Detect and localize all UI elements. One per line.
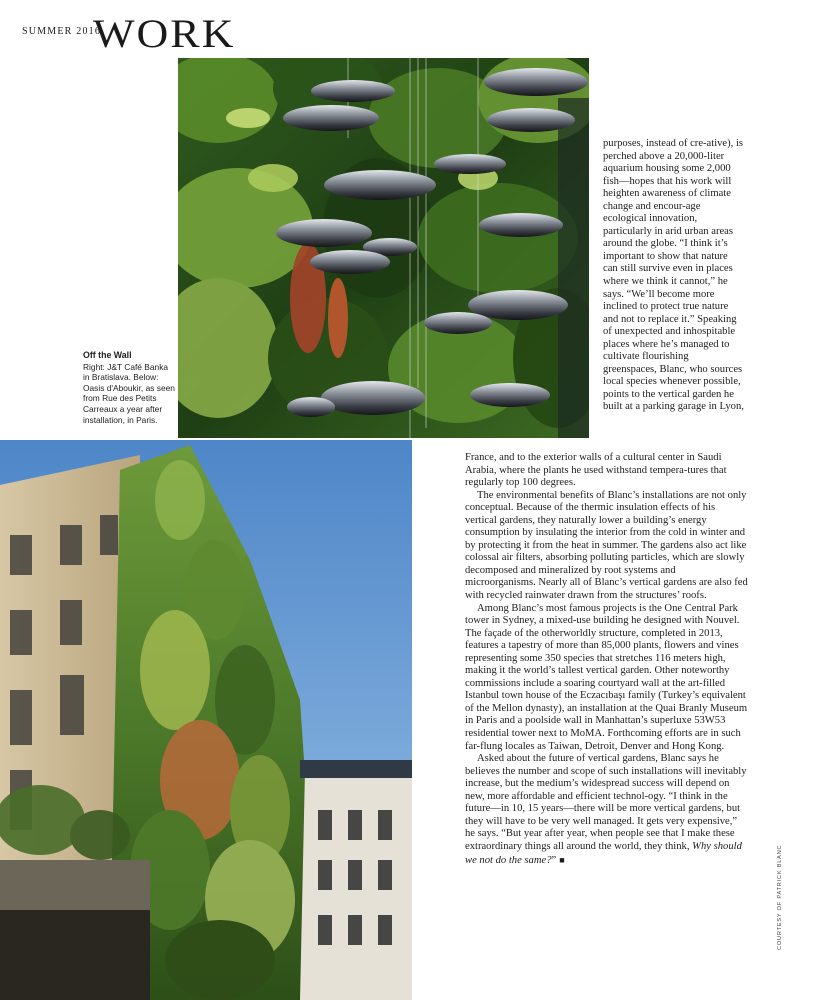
section-title: WORK — [93, 11, 236, 57]
issue-label: SUMMER 2016 — [22, 26, 102, 37]
photo-credit: COURTESY OF PATRICK BLANC — [777, 844, 783, 950]
end-mark: ■ — [559, 854, 565, 865]
article-column-wide — [465, 452, 748, 867]
photo-caption — [83, 350, 175, 425]
caption-text: Right: J&T Café Banka in Bratislava. Below: Oasis d'Aboukir, as seen from Rue des Petits Carreaux a year after installation, in Paris. — [83, 361, 175, 425]
article-paragraph-text: Asked about the future of vertical gardens, Blanc says he believes the number and scope of such installations will inevitably increase, but the medium’s widespread success will depend on new, more affordable and efficient technol-ogy. “I think in the future—in 10, 15 years—there will be more vertical gardens, but they will have to be very well managed. It gets very expensive,” he says. “But year after year, when people see that I make these extraordinary things all around the world, they think, — [465, 753, 747, 852]
closing-quote-italic: Why should we not do the same? — [465, 840, 742, 866]
article-continuation: France, and to the exterior walls of a cultural center in Saudi Arabia, where the plants he used withstand tempera-tures that regularly top 100 degrees. — [465, 452, 727, 489]
oasis-aboukir-photo — [0, 440, 412, 1000]
article-column-narrow: purposes, instead of cre-ative), is perched above a 20,000-liter aquarium housing some 2,000 fish—hopes that his work will heighten awareness of climate change and encour-age ecological innovation, particularly in arid urban areas around the globe. “I think it’s important to show that nature can still survive even in places where we think it cannot,” he says. “We’ll become more inclined to protect true nature and not to replace it.” Speaking of unexpected and inhospitable places where he’s managed to cultivate flourishing greenspaces, Blanc, who sources local species whenever possible, points to the vertical garden he built at a parking garage in Lyon, — [603, 138, 744, 413]
closing-quote-mark: ” — [551, 854, 557, 866]
article-paragraph: Among Blanc’s most famous projects is the One Central Park tower in Sydney, a mixed-use building he designed with Nouvel. The façade of the otherworldly structure, completed in 2013, features a tapestry of more than 85,000 plants, flowers and vines representing some 350 species that stretches 116 meters high, making it the world’s tallest vertical garden. Other noteworthy commissions include a soaring courtyard wall at the art-filled Istanbul town house of the Eczacıbaşı family (Turkey’s equivalent of the Mellon dynasty), an installation at the Quai Branly Museum in Paris and a poolside wall in Manhattan’s superluxe 53W53 residential tower next to MoMA. Forthcoming efforts are in such far-flung locales as Taiwan, Detroit, Denver and Hong Kong. — [465, 602, 748, 752]
cafe-vertical-garden-photo — [178, 58, 589, 438]
article-paragraph: The environmental benefits of Blanc’s installations are not only conceptual. Because of the thermic insulation effects of his vertical gardens, they naturally lower a building’s energy consumption by insulating the interior from the cold in winter and by protecting it from the heat in summer. The gardens also act like colossal air filters, absorbing polluting particles, which are slowly decomposed and mineralized by root systems and microorganisms. Nearly all of Blanc’s vertical gardens are also fed with recycled rainwater drawn from the structures’ roofs. — [465, 489, 748, 602]
caption-title: Off the Wall — [83, 350, 132, 360]
article-paragraph-final — [465, 753, 748, 867]
